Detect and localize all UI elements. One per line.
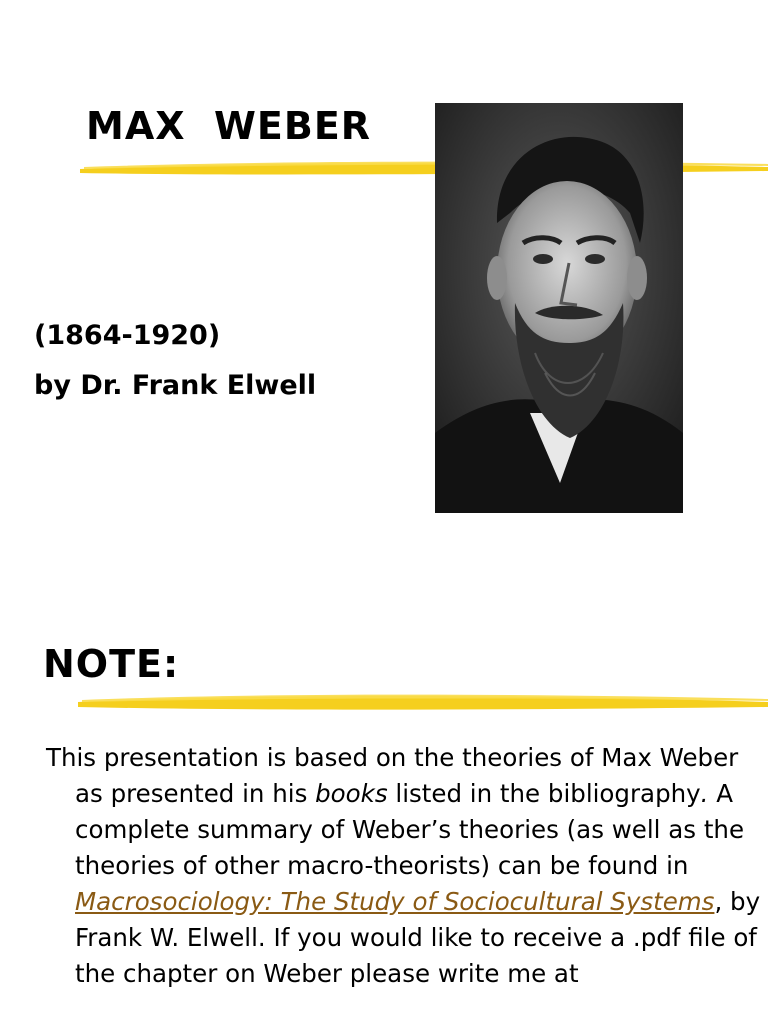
author-line: by Dr. Frank Elwell — [34, 370, 317, 401]
note-paragraph — [46, 740, 765, 992]
slide-title: MAX WEBER — [86, 104, 372, 148]
highlight-stroke — [0, 686, 768, 718]
period-emphasis: . — [700, 779, 709, 808]
note-title: NOTE: — [43, 642, 180, 686]
note-slide — [0, 580, 768, 1024]
paragraph-text: , by Frank W. Elwell. If you would like to receive a .pdf file of the chapter on Weber please write me at — [75, 887, 761, 988]
paragraph-text: This presentation is based on the theories of Max Weber as presented in his — [46, 743, 739, 808]
life-dates: (1864-1920) — [34, 320, 221, 351]
books-emphasis: books — [315, 779, 388, 808]
paragraph-text: A complete summary of Weber’s theories (as well as the theories of other macro-theorists) can be found in — [75, 779, 745, 880]
book-link[interactable]: Macrosociology: The Study of Sociocultural Systems — [75, 887, 715, 916]
paragraph-text: listed in the bibliography — [387, 779, 701, 808]
portrait-photo — [435, 103, 683, 513]
